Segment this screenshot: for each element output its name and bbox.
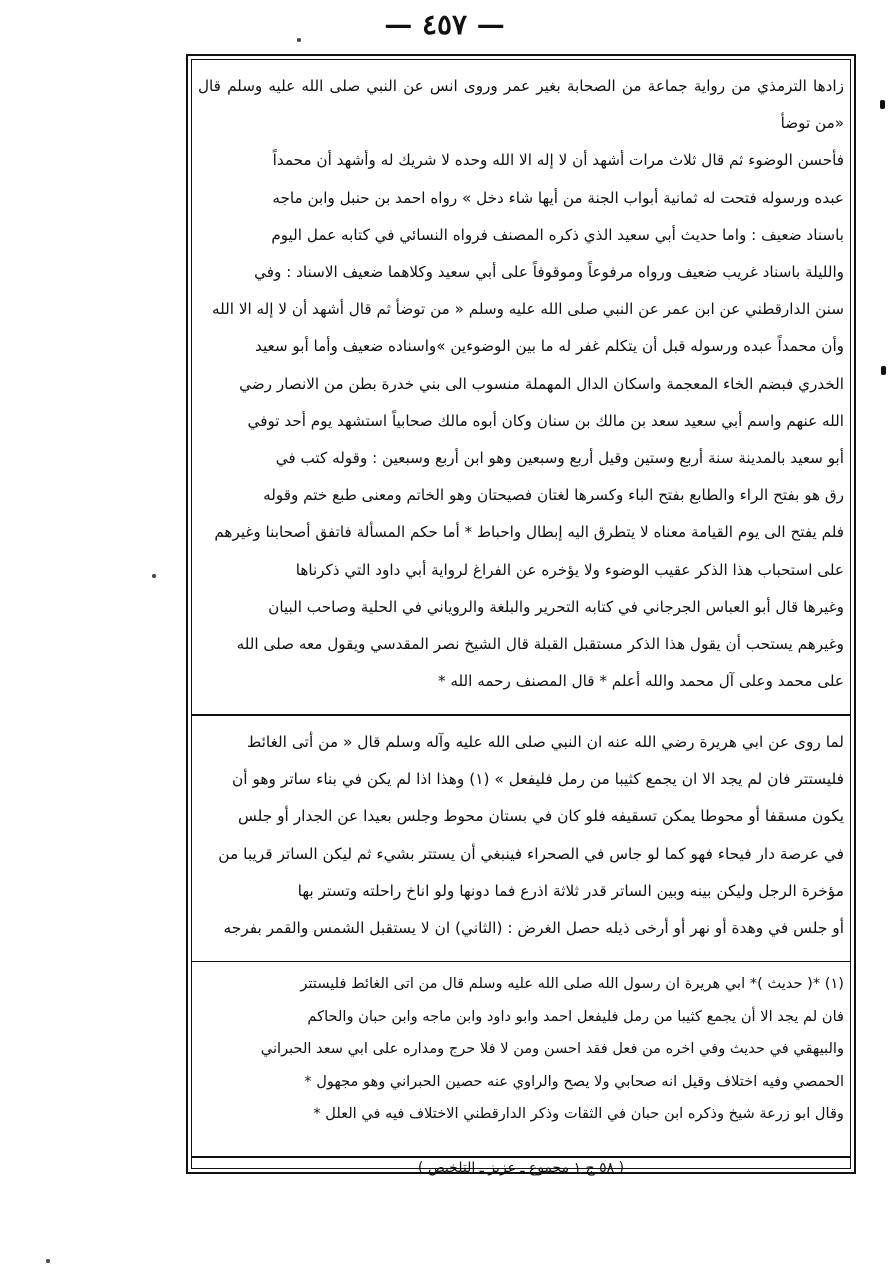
footnote-text (198, 968, 844, 1131)
footnote-line: الحمصي وفيه اختلاف وقيل انه صحابي ولا يصح والراوي عنه حصين الحبراني وهو مجهول * (304, 1072, 844, 1090)
margin-mark (880, 100, 885, 109)
commentary-line: الخدري فبضم الخاء المعجمة واسكان الدال المهملة منسوب الى بني خدرة بطن من الانصار رضي (239, 374, 844, 393)
footnote-line: والبيهقي في حديث وفي اخره من فعل فقد احسن ومن لا فلا حرج ومداره على ابي سعد الحبراني (260, 1040, 844, 1057)
scan-speck (152, 574, 156, 578)
footnote-line: وقال ابو زرعة شيخ وذكره ابن حبان في الثقات وذكر الدارقطني الاختلاف فيه في العلل * (313, 1105, 844, 1122)
footnote-divider (192, 961, 850, 962)
commentary-line: باسناد ضعيف : واما حديث أبي سعيد الذي ذكره المصنف فرواه النسائي في كتابه عمل اليوم (271, 225, 844, 244)
main-text (198, 724, 844, 947)
commentary-line: وغيرهم يستحب أن يقول هذا الذكر مستقبل القبلة قال الشيخ نصر المقدسي ويقول معه صلى الله (236, 635, 844, 654)
commentary-line: فأحسن الوضوء ثم قال ثلاث مرات أشهد أن لا إله الا الله وحده لا شريك له وأشهد أن محمداً (272, 151, 844, 170)
commentary-line: وأن محمداً عبده ورسوله قبل أن يتكلم غفر له ما بين الوضوءين »واسناده ضعيف وأما أبو سعيد (254, 337, 844, 356)
signature-text: ( ٥٨ ج ١ مجموع ـ عزيز ـ التلخيص ) (417, 1160, 625, 1176)
page-frame (186, 54, 856, 1174)
commentary-line: على استحباب هذا الذكر عقيب الوضوء ولا يؤخره عن الفراغ لرواية أبي داود التي ذكرناها (295, 560, 844, 579)
scan-speck (46, 1259, 50, 1263)
section-divider (192, 714, 850, 716)
commentary-line: والليلة باسناد غريب ضعيف ورواه مرفوعاً وموقوفاً على أبي سعيد وكلاهما ضعيف الاسناد : وفي (254, 263, 844, 282)
main-line: أو جلس في وهدة أو نهر أو أرخى ذيله حصل الغرض : (الثاني) ان لا يستقبل الشمس والقمر بفرجه (223, 919, 844, 938)
main-line: مؤخرة الرجل وليكن بينه وبين الساتر قدر ثلاثة اذرع فما دونها ولو اناخ راحلته وتستر بها (297, 881, 844, 900)
page-number: — ٤٥٧ — (384, 8, 505, 41)
main-line: في عرصة دار فيحاء فهو كما لو جاس في الصحراء فينبغي أن يستتر بشيء ثم ليكن الساتر قريبا من (218, 844, 844, 863)
footnote-line: فان لم يجد الا أن يجمع كثيبا من رمل فليفعل احمد وابو داود وابن ماجه وابن حبان والحاكم (307, 1007, 844, 1025)
commentary-line: سنن الدارقطني عن ابن عمر عن النبي صلى الله عليه وسلم « من توضأ ثم قال أشهد أن لا إله الا الله (211, 300, 844, 319)
commentary-line: الله عنهم واسم أبي سعيد سعد بن مالك بن سنان وكان أبوه مالك صحابياً استشهد يوم أحد توفي (247, 411, 844, 430)
footnote-line: (١) *( حديث )* ابي هريرة ان رسول الله صلى الله عليه وسلم قال من اتى الغائط فليستتر (300, 975, 844, 992)
commentary-line: رق هو بفتح الراء والطابع بفتح الباء وكسرها لغتان فصيحتان وهو الخاتم ومعنى طبع ختم وقوله (263, 486, 844, 505)
main-line: فليستتر فان لم يجد الا ان يجمع كثيبا من رمل فليفعل » (١) وهذا اذا لم يكن في بناء ساتر وهو أن (231, 770, 844, 789)
commentary-line: عبده ورسوله فتحت له ثمانية أبواب الجنة من أيها شاء دخل » رواه احمد بن حنبل وابن ماجه (272, 188, 844, 207)
main-line: يكون مسقفا أو محوطا يمكن تسقيفه فلو كان في بستان محوط وجلس بعيدا عن الجدار أو جلس (237, 807, 844, 826)
commentary-line: زادها الترمذي من رواية جماعة من الصحابة بغير عمر وروى انس عن النبي صلى الله عليه وسلم قال «من توضأ (198, 77, 844, 133)
print-signature (188, 1158, 854, 1178)
commentary-line: وغيرها قال أبو العباس الجرجاني في كتابه التحرير والبلغة والروياني في الحلية وصاحب البيان (268, 597, 844, 616)
main-line: لما روى عن ابي هريرة رضي الله عنه ان النبي صلى الله عليه وآله وسلم قال « من أتى الغائط (246, 733, 844, 751)
commentary-line: فلم يفتح الى يوم القيامة معناه لا يتطرق اليه إبطال واحباط * أما حكم المسألة فاتفق أصحابنا وغيرهم (214, 523, 844, 542)
margin-mark (881, 366, 886, 375)
commentary-text (198, 68, 844, 700)
commentary-line: على محمد وعلى آل محمد والله أعلم * قال المصنف رحمه الله * (437, 672, 844, 691)
commentary-line: أبو سعيد بالمدينة سنة أربع وستين وقيل أربع وسبعين وهو ابن أربع وسبعين : وقوله كتب في (275, 449, 844, 468)
scan-speck (297, 38, 301, 42)
